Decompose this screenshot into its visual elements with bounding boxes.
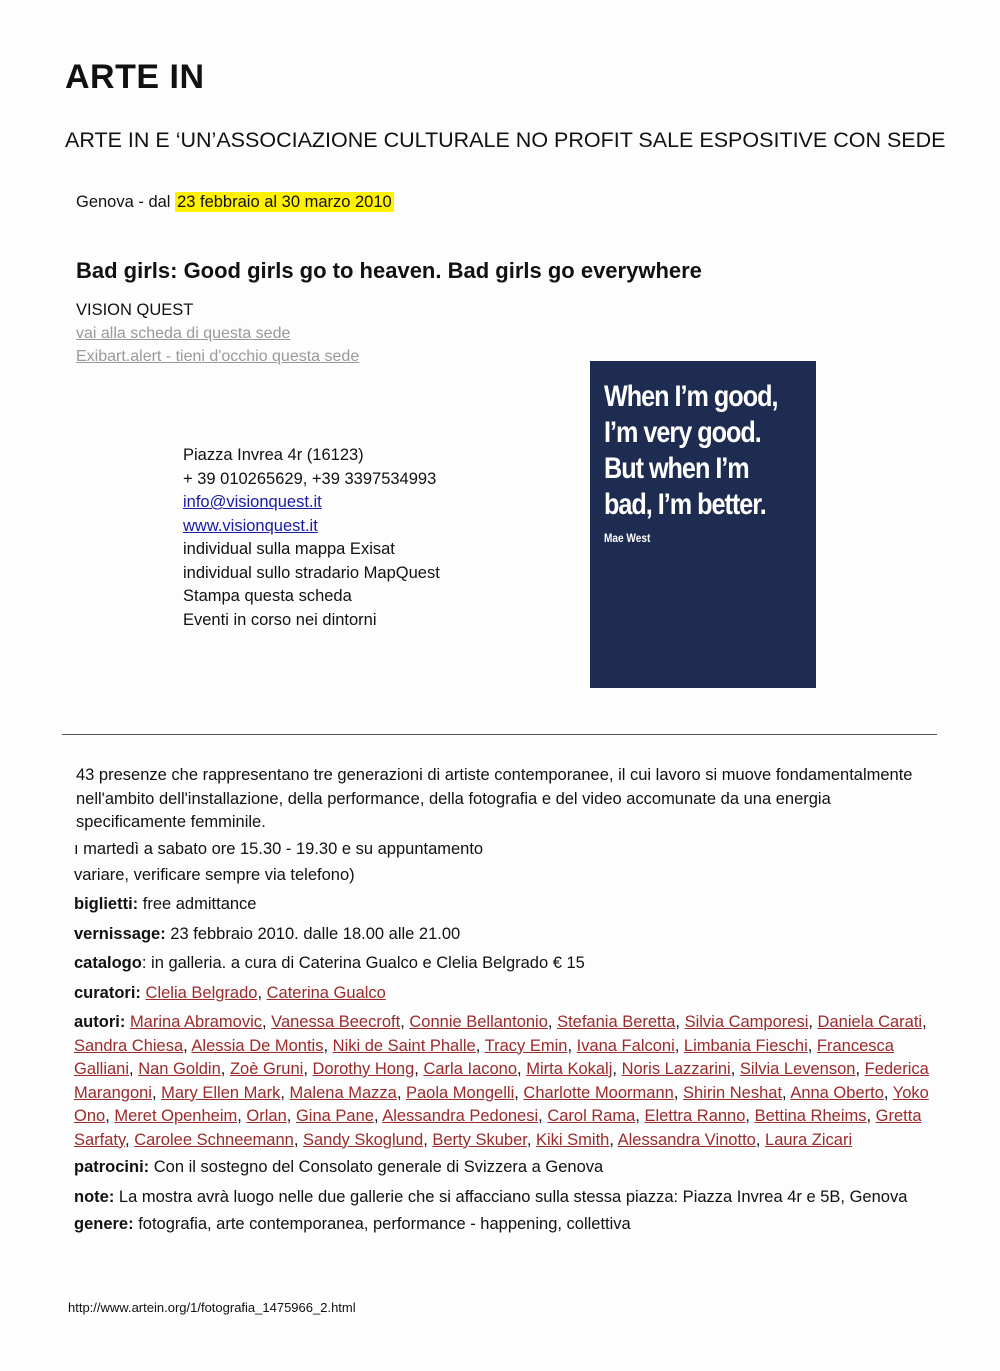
artist-link[interactable]: Connie Bellantonio [409,1013,548,1031]
poster-quote [604,379,778,523]
artist-link[interactable]: Tracy Emin [484,1036,568,1055]
artist-link[interactable]: Vanessa Beecroft [271,1013,401,1031]
curator-link[interactable]: Caterina Gualco [266,983,386,1002]
artist-link[interactable]: Silvia Levenson [739,1060,856,1078]
artist-link[interactable]: Elettra Ranno [644,1107,746,1125]
contact-block [183,444,440,632]
artist-link[interactable]: Ivana Falconi [576,1036,675,1055]
artist-link[interactable]: Paola Mongelli [406,1083,515,1102]
contact-address: Piazza Invrea 4r (16123) [183,446,364,464]
patrocini-value: Con il sostegno del Consolato generale di Svizzera a Genova [149,1158,604,1176]
artist-link[interactable]: Shirin Neshat [682,1083,783,1102]
poster-line: bad, I’m better. [604,488,766,521]
hours-note: variare, verificare sempre via telefono) [74,865,355,884]
map-exisat-link[interactable]: individual sulla mappa Exisat [183,540,395,558]
poster-image [590,361,816,688]
catalogo-label: catalogo [74,954,142,972]
artist-link[interactable]: Malena Mazza [289,1083,397,1102]
site-title: ARTE IN [65,58,205,96]
artist-link[interactable]: Orlan [246,1107,287,1125]
artist-link[interactable]: Mary Ellen Mark [161,1083,281,1102]
note-row [74,1186,944,1210]
artist-link[interactable]: Limbania Fieschi [683,1036,808,1055]
artist-link[interactable]: Federica Marangoni [74,1060,929,1102]
footer-url: http://www.artein.org/1/fotografia_1475966_2.html [68,1300,356,1315]
tickets-row [74,893,944,917]
artist-link[interactable]: Niki de Saint Phalle [332,1036,476,1055]
artist-link[interactable]: Carolee Schneemann [134,1130,294,1149]
artist-link[interactable]: Alessandra Pedonesi [382,1107,539,1125]
note-value: La mostra avrà luogo nelle due gallerie che si affacciano sulla stessa piazza: Piazza Invrea 4r e 5B, Genova [114,1187,908,1206]
patrocini-row [74,1156,944,1180]
artist-link[interactable]: Gina Pane [295,1107,374,1125]
artist-link[interactable]: Carla Iacono [423,1060,518,1078]
tickets-label: biglietti: [74,895,139,913]
artist-link[interactable]: Bettina Rheims [754,1107,867,1125]
artist-link[interactable]: Kiki Smith [536,1130,610,1149]
contact-website-link[interactable]: www.visionquest.it [183,516,318,535]
artist-link[interactable]: Noris Lazzarini [621,1060,731,1078]
map-mapquest-link[interactable]: individual sullo stradario MapQuest [183,563,440,582]
curatori-label: curatori: [74,983,141,1002]
genere-value: fotografia, arte contemporanea, performance - happening, collettiva [133,1215,631,1233]
catalogo-value: : in galleria. a cura di Caterina Gualco e Clelia Belgrado € 15 [141,954,585,972]
artist-link[interactable]: Nan Goldin [138,1060,221,1078]
event-title: Bad girls: Good girls go to heaven. Bad girls go everywhere [76,258,702,283]
artist-link[interactable]: Berty Skuber [432,1130,527,1149]
artist-link[interactable]: Alessia De Montis [191,1036,324,1055]
date-prefix: Genova - dal [76,193,176,211]
vernissage-label: vernissage: [74,924,166,943]
patrocini-label: patrocini: [74,1158,150,1176]
poster-line: But when I’m [604,452,749,485]
nearby-events-link[interactable]: Eventi in corso nei dintorni [183,610,377,629]
note-label: note: [74,1187,115,1206]
artist-link[interactable]: Gretta Sarfaty [74,1107,922,1149]
event-details [74,838,944,1239]
curatori-row [74,982,944,1006]
print-link[interactable]: Stampa questa scheda [183,587,352,605]
tagline: ARTE IN E ‘UN’ASSOCIAZIONE CULTURALE NO PROFIT SALE ESPOSITIVE CON SEDE [65,128,946,152]
venue-alert-link[interactable]: Exibart.alert - tieni d'occhio questa sede [76,348,360,365]
artist-link[interactable]: Anna Oberto [790,1083,884,1102]
artist-link[interactable]: Sandra Chiesa [74,1036,184,1055]
divider [62,734,937,735]
artist-link[interactable]: Sandy Skoglund [303,1130,424,1149]
poster-line: I’m very good. [604,416,761,449]
autori-label: autori: [74,1013,126,1031]
artist-link[interactable]: Laura Zicari [765,1130,853,1149]
artist-link[interactable]: Alessandra Vinotto [617,1130,756,1149]
contact-phone: + 39 010265629, +39 3397534993 [183,469,437,488]
venue-name: VISION QUEST [76,301,194,319]
description [76,764,936,835]
artist-link[interactable]: Meret Openheim [114,1107,238,1125]
genere-label: genere: [74,1215,134,1233]
artist-link[interactable]: Carol Rama [547,1107,636,1125]
poster-line: When I’m good, [604,380,778,413]
poster-author: Mae West [604,531,651,545]
hours-line: ı martedì a sabato ore 15.30 - 19.30 e su appuntamento [74,840,484,858]
vernissage-row [74,923,944,947]
artist-link[interactable]: Daniela Carati [817,1013,923,1031]
artist-link[interactable]: Silvia Camporesi [684,1013,809,1031]
date-range-highlight: 23 febbraio al 30 marzo 2010 [177,193,392,211]
artist-link[interactable]: Francesca Galliani [74,1036,894,1078]
autori-row [74,1011,944,1152]
vernissage-value: 23 febbraio 2010. dalle 18.00 alle 21.00 [165,924,461,943]
contact-email-link[interactable]: info@visionquest.it [183,493,322,511]
artist-link[interactable]: Yoko Ono [74,1083,929,1125]
description-text: 43 presenze che rappresentano tre generazioni di artiste contemporanee, il cui lavoro si muove fondamentalmente nell'ambito dell'installazione, della performance, della fotografia e del video accomunate da una energia specificamente femminile. [76,766,913,831]
catalogo-row [74,952,944,976]
curator-link[interactable]: Clelia Belgrado [145,983,258,1002]
genere-row [74,1213,944,1237]
curatori-list: Clelia Belgrado, Caterina Gualco [145,983,386,1002]
artist-link[interactable]: Charlotte Moormann [523,1083,674,1102]
tickets-value: free admittance [138,895,257,913]
autori-list: Marina Abramovic, Vanessa Beecroft, Connie Bellantonio, Stefania Beretta, Silvia Camporesi, Daniela Carati, Sandra Chiesa, Alessia De Montis, Niki de Saint Phalle, Tracy Emin, Ivana Falconi, Limbania Fieschi, Francesca Galliani, Nan Goldin, Zoè Gruni, Dorothy Hong, Carla Iacono, Mirta Kokalj, Noris Lazzarini, Silvia Levenson, Federica Marangoni, Mary Ellen Mark, Malena Mazza, Paola Mongelli, Charlotte Moormann, Shirin Neshat, Anna Oberto, Yoko Ono, Meret Openheim, Orlan, Gina Pane, Alessandra Pedonesi, Carol Rama, Elettra Ranno, Bettina Rheims, Gretta Sarfaty, Carolee Schneemann, Sandy Skoglund, Berty Skuber, Kiki Smith, Alessandra Vinotto, Laura Zicari [74,1013,929,1149]
artist-link[interactable]: Marina Abramovic [129,1013,262,1031]
artist-link[interactable]: Mirta Kokalj [526,1060,613,1078]
artist-link[interactable]: Dorothy Hong [312,1060,415,1078]
artist-link[interactable]: Zoè Gruni [229,1060,304,1078]
artist-link[interactable]: Stefania Beretta [557,1013,676,1031]
date-line [76,193,394,212]
venue-scheda-link[interactable]: vai alla scheda di questa sede [76,325,291,342]
